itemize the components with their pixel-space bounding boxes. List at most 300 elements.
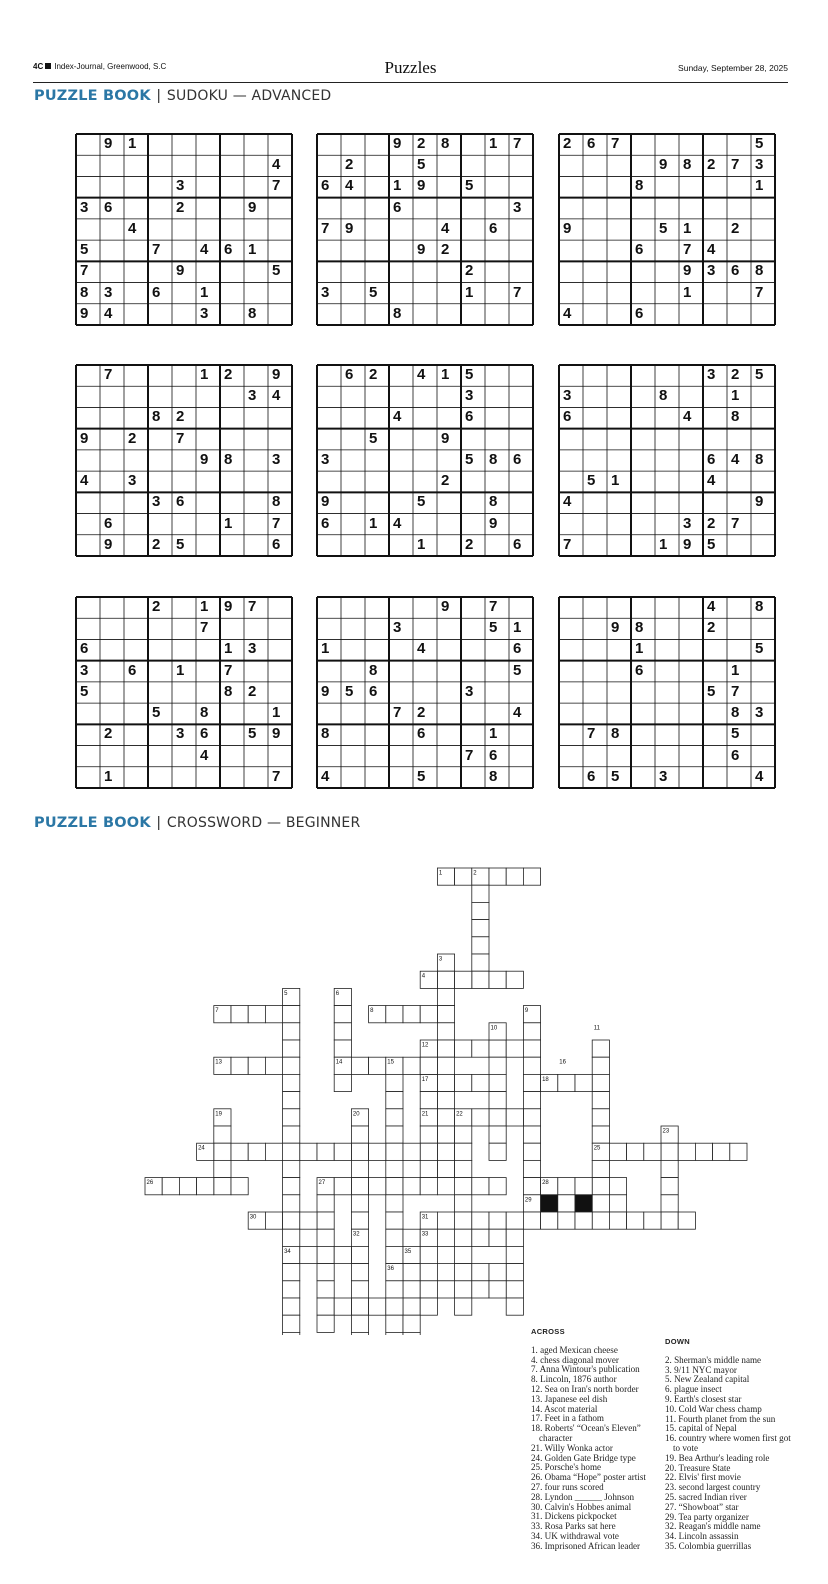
sudoku-empty-cell[interactable] [389, 365, 413, 386]
sudoku-empty-cell[interactable] [100, 661, 124, 682]
sudoku-empty-cell[interactable] [172, 283, 196, 304]
sudoku-empty-cell[interactable] [727, 198, 751, 219]
sudoku-empty-cell[interactable] [196, 471, 220, 492]
sudoku-empty-cell[interactable] [341, 514, 365, 535]
sudoku-empty-cell[interactable] [703, 283, 727, 304]
sudoku-empty-cell[interactable] [679, 429, 703, 450]
sudoku-empty-cell[interactable] [461, 492, 485, 513]
sudoku-empty-cell[interactable] [631, 746, 655, 767]
sudoku-empty-cell[interactable] [317, 746, 341, 767]
sudoku-empty-cell[interactable] [100, 261, 124, 282]
sudoku-empty-cell[interactable] [413, 597, 437, 618]
sudoku-empty-cell[interactable] [559, 365, 583, 386]
sudoku-empty-cell[interactable] [631, 407, 655, 428]
sudoku-empty-cell[interactable] [655, 618, 679, 639]
sudoku-empty-cell[interactable] [751, 618, 775, 639]
sudoku-empty-cell[interactable] [220, 767, 244, 788]
sudoku-empty-cell[interactable] [341, 724, 365, 745]
sudoku-empty-cell[interactable] [583, 198, 607, 219]
sudoku-empty-cell[interactable] [631, 471, 655, 492]
sudoku-empty-cell[interactable] [244, 703, 268, 724]
sudoku-empty-cell[interactable] [485, 198, 509, 219]
sudoku-empty-cell[interactable] [76, 386, 100, 407]
sudoku-empty-cell[interactable] [124, 155, 148, 176]
sudoku-empty-cell[interactable] [607, 450, 631, 471]
sudoku-empty-cell[interactable] [124, 514, 148, 535]
sudoku-empty-cell[interactable] [268, 682, 292, 703]
sudoku-empty-cell[interactable] [100, 746, 124, 767]
sudoku-empty-cell[interactable] [559, 682, 583, 703]
sudoku-empty-cell[interactable] [172, 597, 196, 618]
sudoku-empty-cell[interactable] [727, 767, 751, 788]
sudoku-empty-cell[interactable] [244, 767, 268, 788]
sudoku-empty-cell[interactable] [220, 386, 244, 407]
sudoku-empty-cell[interactable] [172, 155, 196, 176]
sudoku-empty-cell[interactable] [172, 767, 196, 788]
sudoku-empty-cell[interactable] [655, 407, 679, 428]
sudoku-empty-cell[interactable] [583, 386, 607, 407]
sudoku-empty-cell[interactable] [485, 365, 509, 386]
sudoku-empty-cell[interactable] [751, 471, 775, 492]
sudoku-empty-cell[interactable] [727, 429, 751, 450]
sudoku-empty-cell[interactable] [268, 219, 292, 240]
sudoku-empty-cell[interactable] [244, 746, 268, 767]
sudoku-empty-cell[interactable] [244, 450, 268, 471]
sudoku-empty-cell[interactable] [413, 219, 437, 240]
sudoku-empty-cell[interactable] [220, 219, 244, 240]
sudoku-empty-cell[interactable] [148, 304, 172, 325]
sudoku-empty-cell[interactable] [244, 407, 268, 428]
sudoku-empty-cell[interactable] [100, 386, 124, 407]
sudoku-empty-cell[interactable] [509, 261, 533, 282]
sudoku-empty-cell[interactable] [317, 198, 341, 219]
sudoku-empty-cell[interactable] [76, 618, 100, 639]
sudoku-empty-cell[interactable] [679, 304, 703, 325]
sudoku-empty-cell[interactable] [317, 703, 341, 724]
sudoku-empty-cell[interactable] [559, 471, 583, 492]
sudoku-empty-cell[interactable] [461, 471, 485, 492]
sudoku-empty-cell[interactable] [583, 514, 607, 535]
sudoku-empty-cell[interactable] [607, 535, 631, 556]
sudoku-empty-cell[interactable] [148, 746, 172, 767]
sudoku-empty-cell[interactable] [389, 240, 413, 261]
sudoku-empty-cell[interactable] [268, 198, 292, 219]
sudoku-empty-cell[interactable] [341, 304, 365, 325]
sudoku-empty-cell[interactable] [703, 746, 727, 767]
sudoku-empty-cell[interactable] [124, 767, 148, 788]
sudoku-empty-cell[interactable] [148, 198, 172, 219]
sudoku-empty-cell[interactable] [655, 429, 679, 450]
sudoku-empty-cell[interactable] [244, 219, 268, 240]
sudoku-empty-cell[interactable] [220, 261, 244, 282]
sudoku-empty-cell[interactable] [389, 386, 413, 407]
sudoku-empty-cell[interactable] [461, 198, 485, 219]
sudoku-empty-cell[interactable] [485, 682, 509, 703]
sudoku-empty-cell[interactable] [317, 134, 341, 155]
sudoku-empty-cell[interactable] [172, 471, 196, 492]
sudoku-empty-cell[interactable] [196, 682, 220, 703]
sudoku-empty-cell[interactable] [461, 429, 485, 450]
sudoku-empty-cell[interactable] [461, 240, 485, 261]
sudoku-empty-cell[interactable] [389, 682, 413, 703]
sudoku-empty-cell[interactable] [607, 746, 631, 767]
sudoku-empty-cell[interactable] [751, 661, 775, 682]
sudoku-empty-cell[interactable] [583, 746, 607, 767]
sudoku-empty-cell[interactable] [751, 198, 775, 219]
sudoku-empty-cell[interactable] [196, 429, 220, 450]
sudoku-empty-cell[interactable] [317, 155, 341, 176]
sudoku-empty-cell[interactable] [485, 639, 509, 660]
sudoku-empty-cell[interactable] [172, 618, 196, 639]
sudoku-empty-cell[interactable] [100, 176, 124, 197]
sudoku-empty-cell[interactable] [437, 514, 461, 535]
sudoku-empty-cell[interactable] [148, 134, 172, 155]
sudoku-empty-cell[interactable] [124, 304, 148, 325]
sudoku-empty-cell[interactable] [389, 283, 413, 304]
sudoku-empty-cell[interactable] [655, 703, 679, 724]
sudoku-empty-cell[interactable] [437, 639, 461, 660]
sudoku-empty-cell[interactable] [607, 682, 631, 703]
sudoku-empty-cell[interactable] [365, 724, 389, 745]
sudoku-empty-cell[interactable] [655, 639, 679, 660]
sudoku-empty-cell[interactable] [220, 407, 244, 428]
sudoku-empty-cell[interactable] [100, 492, 124, 513]
sudoku-empty-cell[interactable] [509, 155, 533, 176]
sudoku-empty-cell[interactable] [703, 176, 727, 197]
sudoku-empty-cell[interactable] [220, 198, 244, 219]
sudoku-empty-cell[interactable] [365, 535, 389, 556]
sudoku-empty-cell[interactable] [244, 618, 268, 639]
sudoku-empty-cell[interactable] [703, 134, 727, 155]
sudoku-empty-cell[interactable] [365, 304, 389, 325]
sudoku-empty-cell[interactable] [559, 618, 583, 639]
sudoku-empty-cell[interactable] [655, 304, 679, 325]
sudoku-empty-cell[interactable] [220, 618, 244, 639]
sudoku-empty-cell[interactable] [268, 134, 292, 155]
sudoku-empty-cell[interactable] [679, 724, 703, 745]
sudoku-empty-cell[interactable] [341, 639, 365, 660]
sudoku-empty-cell[interactable] [317, 661, 341, 682]
sudoku-empty-cell[interactable] [631, 767, 655, 788]
sudoku-empty-cell[interactable] [124, 746, 148, 767]
sudoku-empty-cell[interactable] [437, 492, 461, 513]
sudoku-empty-cell[interactable] [196, 386, 220, 407]
sudoku-empty-cell[interactable] [148, 261, 172, 282]
sudoku-empty-cell[interactable] [559, 240, 583, 261]
sudoku-empty-cell[interactable] [413, 618, 437, 639]
sudoku-empty-cell[interactable] [365, 134, 389, 155]
sudoku-empty-cell[interactable] [485, 176, 509, 197]
sudoku-empty-cell[interactable] [268, 283, 292, 304]
sudoku-empty-cell[interactable] [268, 597, 292, 618]
sudoku-empty-cell[interactable] [196, 514, 220, 535]
sudoku-empty-cell[interactable] [703, 724, 727, 745]
sudoku-empty-cell[interactable] [365, 450, 389, 471]
sudoku-empty-cell[interactable] [655, 261, 679, 282]
sudoku-empty-cell[interactable] [583, 703, 607, 724]
sudoku-empty-cell[interactable] [148, 639, 172, 660]
sudoku-empty-cell[interactable] [679, 703, 703, 724]
sudoku-empty-cell[interactable] [607, 198, 631, 219]
sudoku-empty-cell[interactable] [607, 597, 631, 618]
sudoku-empty-cell[interactable] [607, 492, 631, 513]
sudoku-empty-cell[interactable] [100, 155, 124, 176]
sudoku-empty-cell[interactable] [703, 703, 727, 724]
sudoku-empty-cell[interactable] [631, 429, 655, 450]
sudoku-empty-cell[interactable] [655, 471, 679, 492]
sudoku-empty-cell[interactable] [679, 176, 703, 197]
sudoku-empty-cell[interactable] [244, 261, 268, 282]
sudoku-empty-cell[interactable] [389, 767, 413, 788]
sudoku-empty-cell[interactable] [559, 198, 583, 219]
sudoku-empty-cell[interactable] [437, 176, 461, 197]
sudoku-empty-cell[interactable] [607, 386, 631, 407]
sudoku-empty-cell[interactable] [751, 535, 775, 556]
sudoku-empty-cell[interactable] [509, 682, 533, 703]
sudoku-empty-cell[interactable] [509, 471, 533, 492]
sudoku-empty-cell[interactable] [485, 304, 509, 325]
sudoku-empty-cell[interactable] [100, 450, 124, 471]
sudoku-empty-cell[interactable] [268, 661, 292, 682]
sudoku-empty-cell[interactable] [100, 597, 124, 618]
sudoku-empty-cell[interactable] [148, 450, 172, 471]
sudoku-empty-cell[interactable] [509, 240, 533, 261]
sudoku-empty-cell[interactable] [509, 514, 533, 535]
sudoku-empty-cell[interactable] [76, 407, 100, 428]
sudoku-empty-cell[interactable] [244, 176, 268, 197]
sudoku-empty-cell[interactable] [679, 471, 703, 492]
sudoku-empty-cell[interactable] [172, 386, 196, 407]
sudoku-empty-cell[interactable] [559, 767, 583, 788]
sudoku-empty-cell[interactable] [317, 407, 341, 428]
sudoku-empty-cell[interactable] [655, 746, 679, 767]
sudoku-empty-cell[interactable] [631, 283, 655, 304]
sudoku-empty-cell[interactable] [413, 283, 437, 304]
sudoku-empty-cell[interactable] [559, 703, 583, 724]
sudoku-empty-cell[interactable] [268, 304, 292, 325]
sudoku-empty-cell[interactable] [365, 407, 389, 428]
sudoku-empty-cell[interactable] [244, 365, 268, 386]
sudoku-empty-cell[interactable] [244, 134, 268, 155]
sudoku-empty-cell[interactable] [268, 639, 292, 660]
sudoku-empty-cell[interactable] [413, 304, 437, 325]
sudoku-empty-cell[interactable] [559, 639, 583, 660]
sudoku-empty-cell[interactable] [76, 746, 100, 767]
sudoku-empty-cell[interactable] [607, 176, 631, 197]
sudoku-empty-cell[interactable] [76, 365, 100, 386]
sudoku-empty-cell[interactable] [196, 134, 220, 155]
sudoku-empty-cell[interactable] [679, 198, 703, 219]
sudoku-empty-cell[interactable] [727, 134, 751, 155]
sudoku-empty-cell[interactable] [437, 618, 461, 639]
sudoku-empty-cell[interactable] [751, 429, 775, 450]
sudoku-empty-cell[interactable] [583, 261, 607, 282]
sudoku-empty-cell[interactable] [583, 176, 607, 197]
sudoku-empty-cell[interactable] [268, 240, 292, 261]
sudoku-empty-cell[interactable] [317, 429, 341, 450]
sudoku-empty-cell[interactable] [389, 535, 413, 556]
sudoku-empty-cell[interactable] [220, 304, 244, 325]
sudoku-empty-cell[interactable] [437, 535, 461, 556]
sudoku-empty-cell[interactable] [341, 767, 365, 788]
sudoku-empty-cell[interactable] [437, 407, 461, 428]
sudoku-empty-cell[interactable] [244, 283, 268, 304]
sudoku-empty-cell[interactable] [76, 176, 100, 197]
sudoku-empty-cell[interactable] [148, 155, 172, 176]
sudoku-empty-cell[interactable] [461, 304, 485, 325]
sudoku-empty-cell[interactable] [413, 450, 437, 471]
sudoku-empty-cell[interactable] [365, 471, 389, 492]
sudoku-empty-cell[interactable] [317, 597, 341, 618]
sudoku-empty-cell[interactable] [461, 618, 485, 639]
sudoku-empty-cell[interactable] [413, 682, 437, 703]
sudoku-empty-cell[interactable] [124, 407, 148, 428]
sudoku-empty-cell[interactable] [559, 450, 583, 471]
sudoku-empty-cell[interactable] [124, 198, 148, 219]
sudoku-empty-cell[interactable] [196, 261, 220, 282]
sudoku-empty-cell[interactable] [341, 746, 365, 767]
sudoku-empty-cell[interactable] [509, 597, 533, 618]
sudoku-empty-cell[interactable] [631, 514, 655, 535]
sudoku-empty-cell[interactable] [727, 535, 751, 556]
sudoku-empty-cell[interactable] [100, 703, 124, 724]
sudoku-empty-cell[interactable] [389, 724, 413, 745]
sudoku-empty-cell[interactable] [317, 261, 341, 282]
sudoku-empty-cell[interactable] [365, 386, 389, 407]
sudoku-empty-cell[interactable] [196, 155, 220, 176]
sudoku-empty-cell[interactable] [461, 219, 485, 240]
sudoku-empty-cell[interactable] [631, 155, 655, 176]
sudoku-empty-cell[interactable] [413, 407, 437, 428]
sudoku-empty-cell[interactable] [703, 304, 727, 325]
sudoku-empty-cell[interactable] [727, 492, 751, 513]
sudoku-empty-cell[interactable] [268, 407, 292, 428]
sudoku-empty-cell[interactable] [341, 471, 365, 492]
sudoku-empty-cell[interactable] [679, 639, 703, 660]
sudoku-empty-cell[interactable] [413, 386, 437, 407]
sudoku-empty-cell[interactable] [365, 703, 389, 724]
sudoku-empty-cell[interactable] [559, 283, 583, 304]
sudoku-empty-cell[interactable] [509, 492, 533, 513]
sudoku-empty-cell[interactable] [413, 746, 437, 767]
sudoku-empty-cell[interactable] [341, 597, 365, 618]
sudoku-empty-cell[interactable] [485, 471, 509, 492]
sudoku-empty-cell[interactable] [196, 492, 220, 513]
sudoku-empty-cell[interactable] [317, 365, 341, 386]
sudoku-empty-cell[interactable] [389, 155, 413, 176]
sudoku-empty-cell[interactable] [389, 639, 413, 660]
sudoku-empty-cell[interactable] [437, 304, 461, 325]
sudoku-empty-cell[interactable] [461, 155, 485, 176]
sudoku-empty-cell[interactable] [655, 682, 679, 703]
sudoku-empty-cell[interactable] [509, 176, 533, 197]
sudoku-empty-cell[interactable] [655, 198, 679, 219]
sudoku-empty-cell[interactable] [583, 219, 607, 240]
sudoku-empty-cell[interactable] [655, 283, 679, 304]
sudoku-empty-cell[interactable] [607, 407, 631, 428]
sudoku-empty-cell[interactable] [607, 261, 631, 282]
sudoku-empty-cell[interactable] [124, 176, 148, 197]
sudoku-empty-cell[interactable] [461, 134, 485, 155]
sudoku-empty-cell[interactable] [703, 219, 727, 240]
sudoku-empty-cell[interactable] [607, 703, 631, 724]
sudoku-empty-cell[interactable] [341, 661, 365, 682]
sudoku-empty-cell[interactable] [268, 429, 292, 450]
sudoku-empty-cell[interactable] [365, 219, 389, 240]
sudoku-empty-cell[interactable] [196, 219, 220, 240]
sudoku-empty-cell[interactable] [437, 767, 461, 788]
sudoku-empty-cell[interactable] [461, 514, 485, 535]
sudoku-empty-cell[interactable] [124, 703, 148, 724]
sudoku-empty-cell[interactable] [341, 618, 365, 639]
sudoku-empty-cell[interactable] [583, 492, 607, 513]
sudoku-empty-cell[interactable] [559, 261, 583, 282]
sudoku-empty-cell[interactable] [461, 767, 485, 788]
sudoku-empty-cell[interactable] [389, 661, 413, 682]
sudoku-empty-cell[interactable] [509, 386, 533, 407]
sudoku-empty-cell[interactable] [559, 176, 583, 197]
sudoku-empty-cell[interactable] [76, 703, 100, 724]
sudoku-empty-cell[interactable] [244, 429, 268, 450]
sudoku-empty-cell[interactable] [341, 703, 365, 724]
sudoku-empty-cell[interactable] [100, 618, 124, 639]
sudoku-empty-cell[interactable] [583, 535, 607, 556]
sudoku-empty-cell[interactable] [76, 767, 100, 788]
sudoku-empty-cell[interactable] [365, 261, 389, 282]
sudoku-empty-cell[interactable] [413, 471, 437, 492]
sudoku-empty-cell[interactable] [172, 134, 196, 155]
sudoku-empty-cell[interactable] [100, 639, 124, 660]
sudoku-empty-cell[interactable] [124, 618, 148, 639]
sudoku-empty-cell[interactable] [461, 724, 485, 745]
sudoku-empty-cell[interactable] [631, 386, 655, 407]
sudoku-empty-cell[interactable] [727, 304, 751, 325]
sudoku-empty-cell[interactable] [679, 134, 703, 155]
sudoku-empty-cell[interactable] [607, 240, 631, 261]
sudoku-empty-cell[interactable] [751, 746, 775, 767]
sudoku-empty-cell[interactable] [727, 471, 751, 492]
sudoku-empty-cell[interactable] [631, 703, 655, 724]
sudoku-empty-cell[interactable] [389, 471, 413, 492]
sudoku-empty-cell[interactable] [485, 661, 509, 682]
sudoku-empty-cell[interactable] [268, 471, 292, 492]
sudoku-empty-cell[interactable] [317, 535, 341, 556]
sudoku-empty-cell[interactable] [341, 240, 365, 261]
sudoku-empty-cell[interactable] [437, 155, 461, 176]
sudoku-empty-cell[interactable] [727, 639, 751, 660]
sudoku-empty-cell[interactable] [341, 134, 365, 155]
sudoku-empty-cell[interactable] [703, 198, 727, 219]
sudoku-empty-cell[interactable] [100, 429, 124, 450]
sudoku-empty-cell[interactable] [124, 450, 148, 471]
sudoku-empty-cell[interactable] [413, 429, 437, 450]
sudoku-empty-cell[interactable] [172, 365, 196, 386]
sudoku-empty-cell[interactable] [413, 261, 437, 282]
sudoku-empty-cell[interactable] [437, 450, 461, 471]
sudoku-empty-cell[interactable] [703, 661, 727, 682]
sudoku-empty-cell[interactable] [703, 407, 727, 428]
sudoku-empty-cell[interactable] [655, 365, 679, 386]
sudoku-empty-cell[interactable] [365, 176, 389, 197]
sudoku-empty-cell[interactable] [631, 597, 655, 618]
sudoku-empty-cell[interactable] [631, 450, 655, 471]
sudoku-empty-cell[interactable] [124, 283, 148, 304]
sudoku-empty-cell[interactable] [727, 176, 751, 197]
sudoku-empty-cell[interactable] [76, 724, 100, 745]
sudoku-empty-cell[interactable] [124, 261, 148, 282]
sudoku-empty-cell[interactable] [389, 261, 413, 282]
sudoku-empty-cell[interactable] [655, 514, 679, 535]
